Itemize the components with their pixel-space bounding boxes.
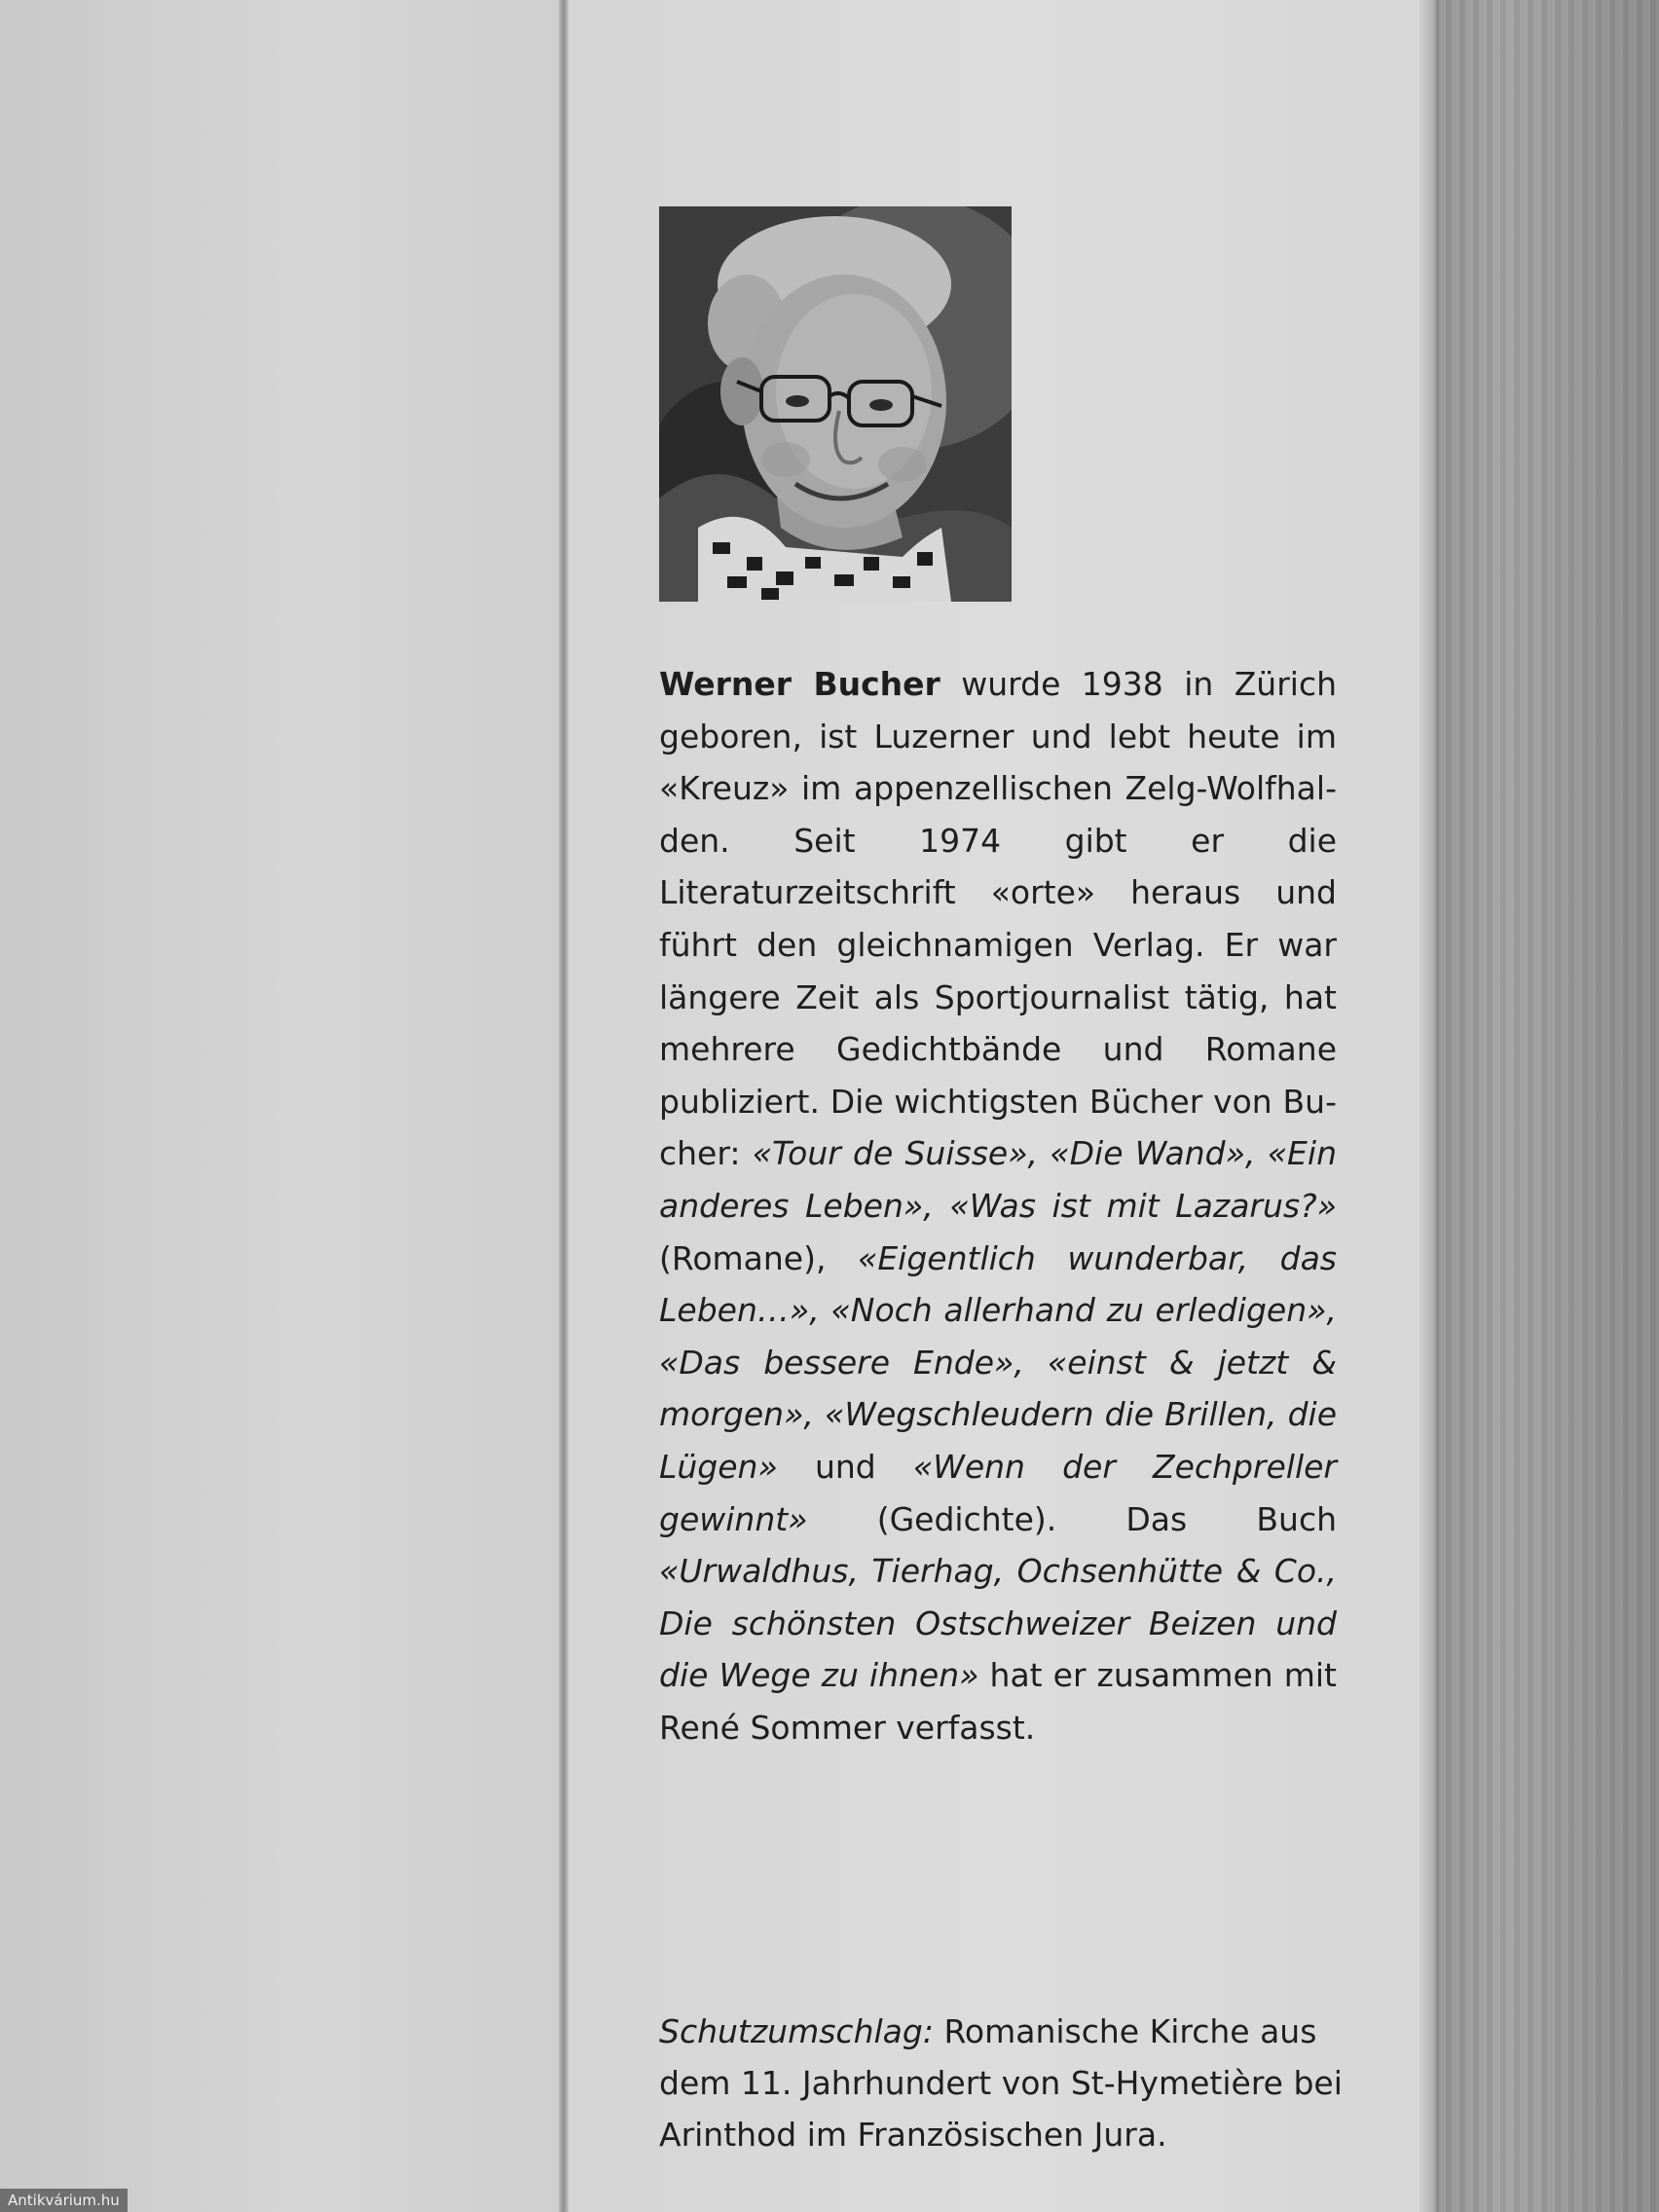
cover-edge (1419, 0, 1439, 2212)
cover-caption (659, 2006, 1346, 2160)
author-name: Werner Bucher (659, 665, 940, 703)
bio-text-1: wurde 1938 in Zürich geboren, ist Luzerner und lebt heute im «Kreuz» im appenzellischen Zelg-Wolfhalden. Seit 1974 gibt er die Literaturzeitschrift «orte» heraus und führt den gleichnamigen Verlag. Er war längere Zeit als Sportjournalist tätig, hat mehrere Gedichtbände und Romane publiziert. Die wichtigsten Bücher von Bucher: (659, 665, 1338, 1173)
bio-text-5: hat er zusammen mit René Sommer verfasst. (659, 1656, 1337, 1747)
bio-book-title: «Urwaldhus, Tierhag, Ochsenhütte & Co., Die schönsten Ostschweizer Beizen und die Wege zu ihnen» (659, 1552, 1337, 1695)
page-fold (559, 0, 569, 2212)
author-portrait-photo (659, 206, 1012, 602)
bio-text-3: und (777, 1447, 913, 1486)
cover-caption-text: Romanische Kirche aus dem 11. Jahrhundert von St-Hymetière bei Arinthod im Französischen Jura. (659, 2012, 1343, 2154)
left-page (0, 0, 565, 2212)
cover-caption-label: Schutzumschlag: (659, 2012, 934, 2050)
bio-text-2: (Romane), (659, 1238, 858, 1277)
bio-novel-titles: «Tour de Suisse», «Die Wand», «Ein anderes Leben», «Was ist mit Lazarus?» (659, 1134, 1337, 1225)
author-biography (659, 658, 1337, 1753)
bio-poetry-title-last: «Wenn der Zechpreller gewinnt» (659, 1447, 1337, 1538)
bio-poetry-titles: «Eigentlich wunderbar, das Leben…», «Noch allerhand zu erledigen», «Das bessere Ende», «einst & jetzt & morgen», «Wegschleudern die Brillen, die Lügen» (659, 1238, 1338, 1486)
bio-text-4: (Gedichte). Das Buch (807, 1499, 1337, 1538)
wooden-background (1402, 0, 1659, 2212)
watermark: Antikvárium.hu (0, 2189, 128, 2212)
